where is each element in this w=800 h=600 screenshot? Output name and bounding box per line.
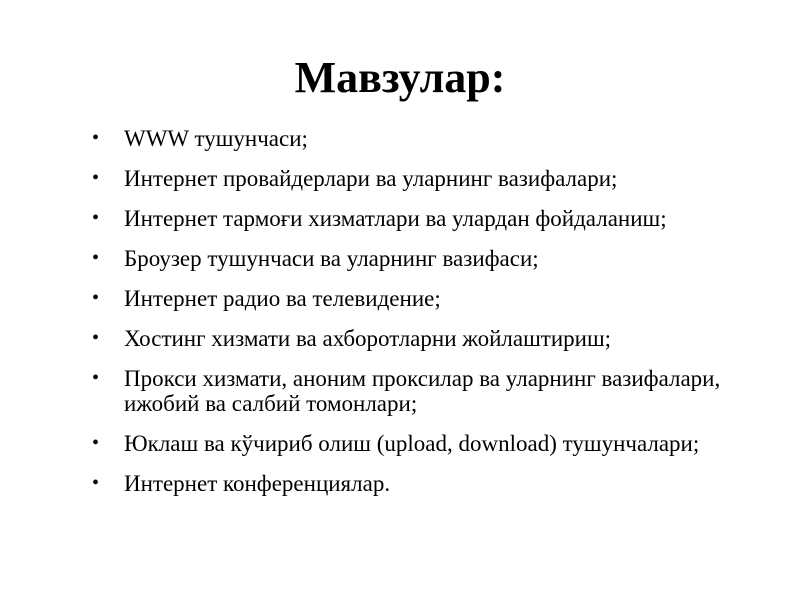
list-item-text: Интернет провайдерлари ва уларнинг вазифалари;: [124, 166, 618, 191]
list-item: [92, 431, 772, 456]
list-item: [92, 366, 772, 416]
bullet-dot-icon: •: [92, 287, 100, 309]
bullet-dot-icon: •: [92, 327, 100, 349]
list-item-text: Хостинг хизмати ва ахборотларни жойлаштириш;: [124, 326, 612, 351]
bullet-dot-icon: •: [92, 367, 100, 389]
list-item-text: WWW тушунчаси;: [124, 126, 308, 151]
slide-title: Мавзулар:: [294, 53, 506, 102]
list-item-text: Юклаш ва кўчириб олиш (upload, download) тушунчалари;: [124, 431, 700, 456]
bullet-dot-icon: •: [92, 207, 100, 229]
list-item: [92, 246, 772, 271]
topic-list: [92, 126, 772, 511]
list-item: [92, 326, 772, 351]
bullet-dot-icon: •: [92, 247, 100, 269]
bullet-dot-icon: •: [92, 472, 100, 494]
list-item-text: Прокси хизмати, аноним проксилар ва уларнинг вазифалари, ижобий ва салбий томонлари;: [124, 366, 721, 416]
list-item-text: Интернет конференциялар.: [124, 471, 391, 496]
list-item: [92, 206, 772, 231]
list-item: [92, 166, 772, 191]
list-item: [92, 471, 772, 496]
list-item-text: Интернет тармоғи хизматлари ва улардан фойдаланиш;: [124, 206, 667, 231]
list-item: [92, 126, 772, 151]
list-item: [92, 286, 772, 311]
bullet-dot-icon: •: [92, 432, 100, 454]
list-item-text: Броузер тушунчаси ва уларнинг вазифаси;: [124, 246, 539, 271]
bullet-dot-icon: •: [92, 167, 100, 189]
list-item-text: Интернет радио ва телевидение;: [124, 286, 441, 311]
bullet-dot-icon: •: [92, 127, 100, 149]
